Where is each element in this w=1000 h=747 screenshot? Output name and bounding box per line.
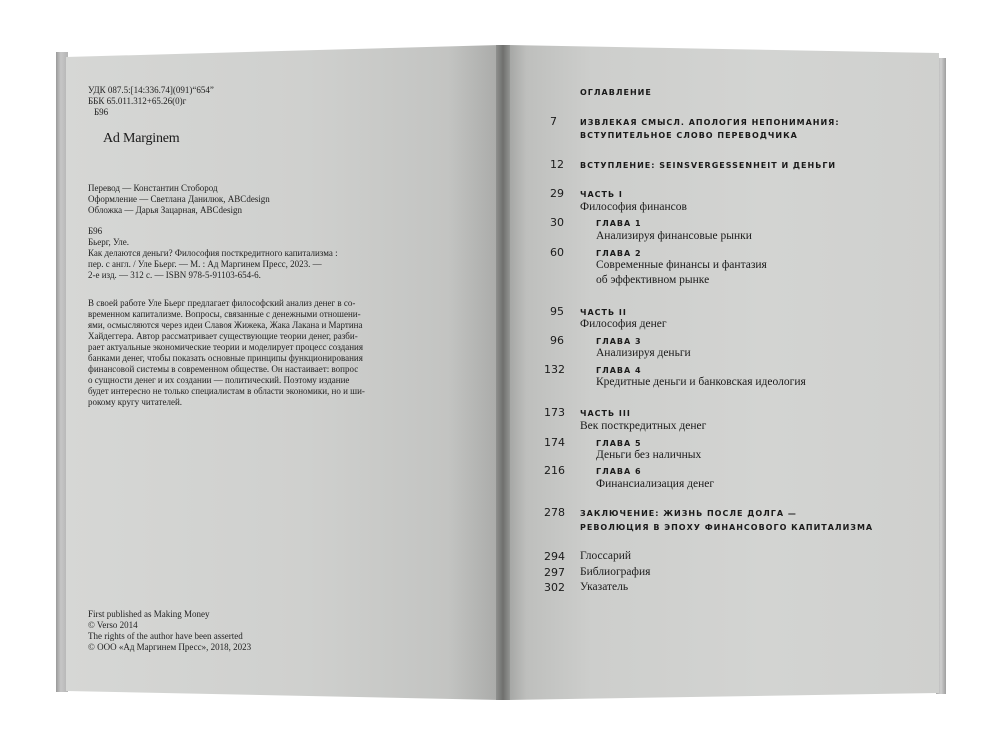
toc-entry-header: ВСТУПЛЕНИЕ: SEINSVERGESSENHEIT И ДЕНЬГИ — [580, 161, 837, 170]
annotation-line: финансовой системы в современном обществе. Он настаивает: вопрос — [88, 364, 359, 374]
toc-part-label: ЧАСТЬ I — [580, 190, 623, 199]
copyright-line: © ООО «Ад Маргинем Пресс», 2018, 2023 — [88, 642, 252, 652]
toc-page-number: 278 — [544, 506, 565, 519]
annotation-line: рокому кругу читателей. — [88, 397, 183, 407]
toc-page-number: 29 — [550, 187, 564, 200]
toc-chapter-title: Современные финансы и фантазия — [596, 259, 767, 271]
annotation-line: В своей работе Уле Бьерг предлагает философский анализ денег в со- — [88, 298, 356, 308]
bbk-code: ББК 65.011.312+65.26(0)г — [88, 96, 187, 106]
udk-code: УДК 087.5:[14:336.74](091)“654” — [88, 85, 214, 95]
toc-page-number: 132 — [544, 363, 565, 376]
toc-chapter-title: Анализируя финансовые рынки — [596, 230, 752, 242]
toc-entry-title: Указатель — [580, 581, 629, 593]
credit-translator: Перевод — Константин Стобород — [88, 183, 218, 193]
publisher-logo — [103, 131, 179, 147]
catalog-line: Бьерг, Уле. — [88, 237, 130, 247]
annotation-line: рает актуальные экономические теории и моделирует процесс создания — [88, 342, 363, 352]
toc-part-title: Философия денег — [580, 318, 667, 330]
toc-chapter-title: об эффективном рынке — [596, 274, 710, 286]
toc-entry-title: Библиография — [580, 566, 651, 578]
toc-page-number: 12 — [550, 158, 564, 171]
annotation-line: Хайдеггера. Автор рассматривает существующие теории денег, разби- — [88, 331, 358, 341]
toc-chapter-label: ГЛАВА 4 — [596, 366, 642, 375]
toc-entry-header: ВСТУПИТЕЛЬНОЕ СЛОВО ПЕРЕВОДЧИКА — [580, 131, 798, 140]
annotation-line: ями, осмысляются через идеи Славоя Жижека, Жака Лакана и Мартина — [88, 320, 363, 330]
toc-chapter-title: Анализируя деньги — [596, 347, 691, 359]
catalog-line: Как делаются деньги? Философия посткредитного капитализма : — [88, 248, 338, 258]
copyright-line: First published as Making Money — [88, 609, 210, 619]
toc-chapter-label: ГЛАВА 5 — [596, 439, 642, 448]
catalog-line: пер. с англ. / Уле Бьерг. — М. : Ад Маргинем Пресс, 2023. — — [88, 259, 322, 269]
toc-heading: ОГЛАВЛЕНИЕ — [580, 88, 652, 97]
toc-chapter-label: ГЛАВА 6 — [596, 467, 642, 476]
credit-cover: Обложка — Дарья Зацарная, ABCdesign — [88, 205, 242, 215]
toc-entry-header: ИЗВЛЕКАЯ СМЫСЛ. АПОЛОГИЯ НЕПОНИМАНИЯ: — [580, 118, 840, 127]
toc-entry-title: Глоссарий — [580, 550, 632, 562]
copyright-line: The rights of the author have been asserted — [88, 631, 243, 641]
book-spine — [496, 45, 510, 700]
toc-page-number: 60 — [550, 246, 564, 259]
toc-page-number: 216 — [544, 464, 565, 477]
toc-part-label: ЧАСТЬ III — [580, 409, 631, 418]
right-page — [505, 45, 939, 700]
toc-part-title: Век посткредитных денег — [580, 420, 707, 432]
toc-part-title: Философия финансов — [580, 201, 687, 213]
annotation-line: будет интересно не только специалистам в области экономики, но и ши- — [88, 386, 365, 396]
toc-chapter-label: ГЛАВА 3 — [596, 337, 642, 346]
annotation-line: о сущности денег и их создании — политический. Поэтому издание — [88, 375, 350, 385]
toc-page-number: 96 — [550, 334, 564, 347]
toc-entry-header: РЕВОЛЮЦИЯ В ЭПОХУ ФИНАНСОВОГО КАПИТАЛИЗМА — [580, 523, 874, 532]
toc-entry-header: ЗАКЛЮЧЕНИЕ: ЖИЗНЬ ПОСЛЕ ДОЛГА — — [580, 509, 797, 518]
toc-page-number: 174 — [544, 436, 565, 449]
toc-page-number: 297 — [544, 566, 565, 579]
toc-chapter-label: ГЛАВА 1 — [596, 219, 642, 228]
toc-page-number: 173 — [544, 406, 565, 419]
author-mark: Б96 — [94, 107, 109, 117]
toc-page-number: 294 — [544, 550, 565, 563]
annotation-line: банками денег, чтобы показать основные принципы функционирования — [88, 353, 363, 363]
toc-chapter-title: Деньги без наличных — [596, 449, 702, 461]
toc-page-number: 30 — [550, 216, 564, 229]
annotation-line: временном капитализме. Вопросы, связанные с денежными отношени- — [88, 309, 361, 319]
toc-page-number: 95 — [550, 305, 564, 318]
copyright-line: © Verso 2014 — [88, 620, 138, 630]
credit-design: Оформление — Светлана Данилюк, ABCdesign — [88, 194, 270, 204]
toc-chapter-title: Финансиализация денег — [596, 478, 715, 490]
toc-chapter-title: Кредитные деньги и банковская идеология — [596, 376, 806, 388]
toc-page-number: 7 — [550, 115, 557, 128]
toc-part-label: ЧАСТЬ II — [580, 308, 627, 317]
catalog-line: Б96 — [88, 226, 103, 236]
toc-page-number: 302 — [544, 581, 565, 594]
publisher-logo-text: Ad Marginem — [103, 131, 180, 146]
catalog-line: 2-е изд. — 312 с. — ISBN 978-5-91103-654-6. — [88, 270, 261, 280]
toc-chapter-label: ГЛАВА 2 — [596, 249, 642, 258]
